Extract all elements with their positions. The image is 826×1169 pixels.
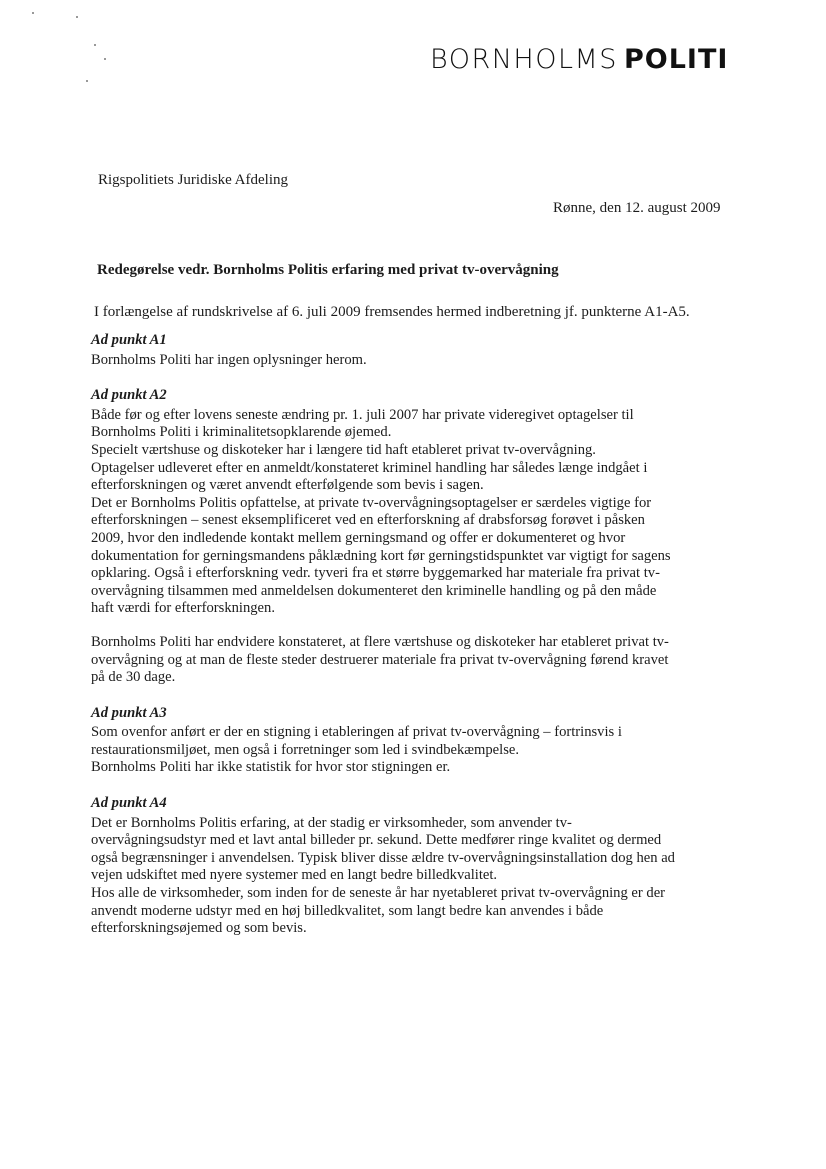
paragraph [91, 634, 751, 687]
text-line: anvendt moderne udstyr med en høj billedkvalitet, som langt bedre kan anvendes i både [91, 902, 604, 919]
text-line: Bornholms Politi har ingen oplysninger herom. [91, 351, 367, 368]
scan-speck [94, 44, 96, 46]
text-line: overvågning og at man de fleste steder destruerer materiale fra privat tv-overvågning førend kravet [91, 651, 669, 668]
intro-paragraph: I forlængelse af rundskrivelse af 6. juli 2009 fremsendes hermed indberetning jf. punkterne A1-A5. [94, 304, 690, 320]
text-line: Det er Bornholms Politis opfattelse, at private tv-overvågningsoptagelser er særdeles vigtige for [91, 494, 652, 511]
text-line: Det er Bornholms Politis erfaring, at der stadig er virksomheder, som anvender tv- [91, 814, 572, 831]
text-line: efterforskningen – senest eksemplificeret ved en efterforskning af drabsforsøg forøvet i påsken [91, 512, 645, 529]
section-a4 [91, 795, 751, 938]
text-line: Optagelser udleveret efter en anmeldt/konstateret kriminel handling har således længe indgået i [91, 459, 648, 476]
subject-heading: Redegørelse vedr. Bornholms Politis erfaring med privat tv-overvågning [97, 262, 559, 278]
section-heading: Ad punkt A1 [91, 332, 167, 348]
section-a2 [91, 387, 751, 687]
text-line: på de 30 dage. [91, 669, 176, 686]
text-line: Bornholms Politi har endvidere konstateret, at flere værtshuse og diskoteker har etableret privat tv- [91, 633, 669, 650]
text-line: efterforskningen og været anvendt efterfølgende som bevis i sagen. [91, 477, 484, 494]
text-line: efterforskningsøjemed og som bevis. [91, 920, 307, 937]
section-a1 [91, 332, 751, 369]
text-line: Både før og efter lovens seneste ændring pr. 1. juli 2007 har private videregivet optagelser til [91, 406, 634, 423]
section-heading: Ad punkt A3 [91, 704, 167, 721]
letter-date: Rønne, den 12. august 2009 [553, 200, 721, 216]
scan-speck [86, 80, 88, 82]
text-line: overvågning tilsammen med anmeldelsen dokumenteret den kriminelle handling og på den måde [91, 582, 657, 599]
scan-speck [104, 58, 106, 60]
paragraph [91, 724, 751, 777]
text-line: Bornholms Politi i kriminalitetsopklarende øjemed. [91, 424, 392, 441]
text-line: restaurationsmiljøet, men også i forretninger som led i svindbekæmpelse. [91, 741, 519, 758]
text-line: overvågningsudstyr med et lavt antal billeder pr. sekund. Dette medfører ringe kvalitet og dermed [91, 832, 662, 849]
letterhead-name: BORNHOLMS [430, 44, 618, 75]
text-line: Bornholms Politi har ikke statistik for hvor stor stigningen er. [91, 759, 451, 776]
text-line: Som ovenfor anført er der en stigning i etableringen af privat tv-overvågning – fortrinsvis i [91, 724, 622, 741]
text-line: vejen udskiftet med nyere systemer med en langt bedre billedkvalitet. [91, 867, 498, 884]
section-heading: Ad punkt A2 [91, 387, 167, 404]
scan-speck [76, 16, 78, 18]
text-line: Hos alle de virksomheder, som inden for de seneste år har nyetableret privat tv-overvågning er der [91, 885, 666, 902]
section-a3 [91, 705, 751, 777]
text-line: haft værdi for efterforskningen. [91, 600, 275, 617]
text-line: også begrænsninger i anvendelsen. Typisk bliver disse ældre tv-overvågningsinstallation dog hen ad [91, 849, 675, 866]
paragraph [91, 407, 751, 618]
section-heading: Ad punkt A4 [91, 795, 167, 812]
paragraph [91, 815, 751, 938]
recipient: Rigspolitiets Juridiske Afdeling [98, 172, 288, 188]
text-line: dokumentation for gerningsmandens påklædning kort før gerningstidspunktet var vigtigt for sagens [91, 547, 671, 564]
scan-speck [32, 12, 34, 14]
text-line: 2009, hvor den indledende kontakt mellem gerningsmand og offer er dokumenteret og hvor [91, 529, 626, 546]
letterhead-politi: POLITI [623, 44, 729, 75]
paragraph [91, 352, 751, 370]
letter-body [91, 332, 751, 956]
text-line: opklaring. Også i efterforskning vedr. tyveri fra et større byggemarked har materiale fra privat tv- [91, 565, 660, 582]
letterhead-logo [430, 44, 728, 75]
text-line: Specielt værtshuse og diskoteker har i længere tid haft etableret privat tv-overvågning. [91, 441, 596, 458]
